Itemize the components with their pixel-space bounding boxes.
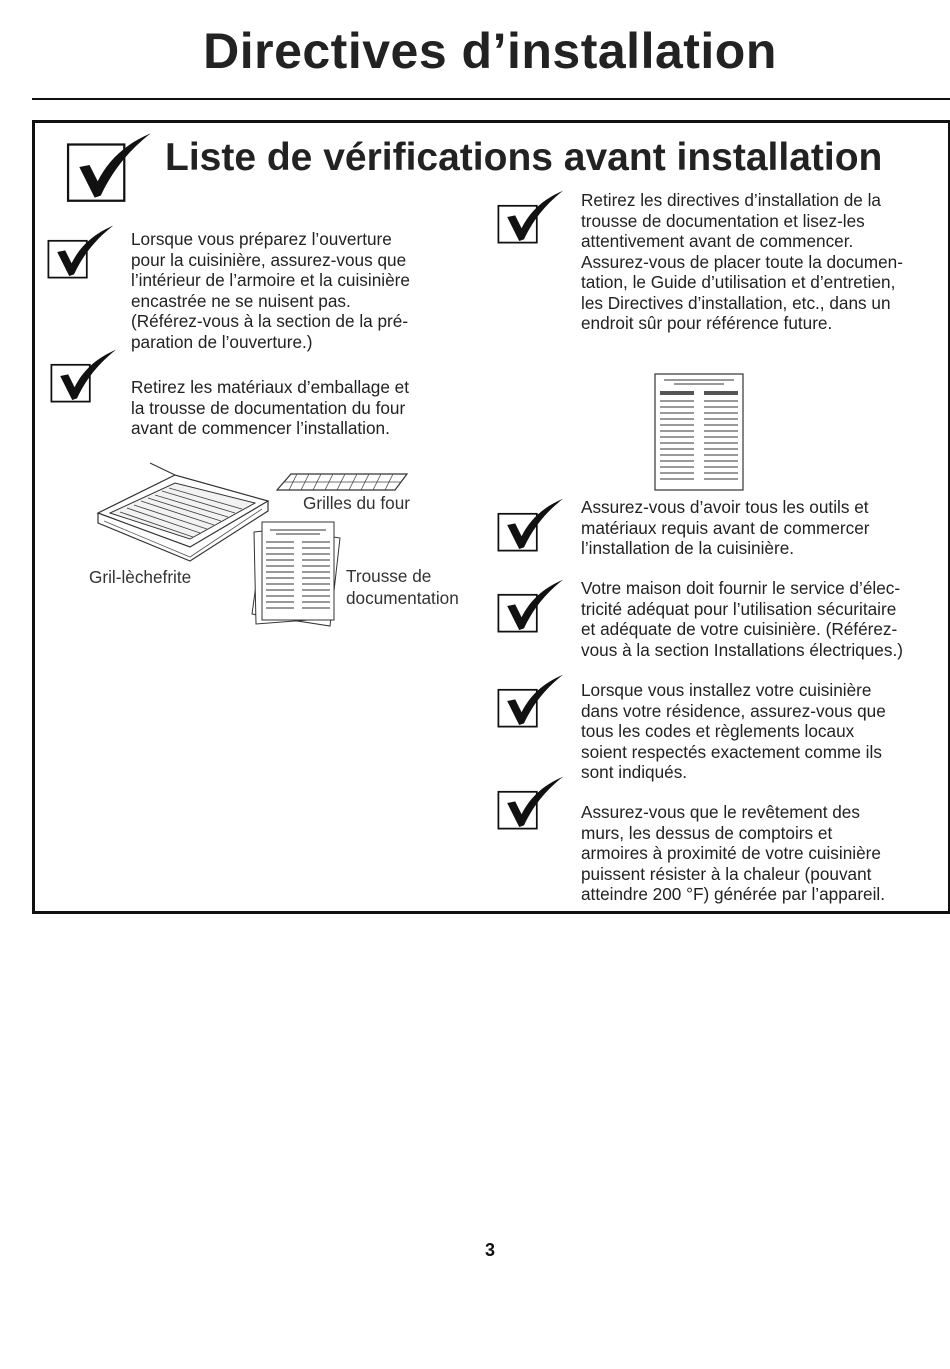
page-number: 3: [484, 1240, 495, 1260]
title-checkmark-icon: [65, 128, 157, 206]
checklist-item-left-1: Lorsque vous préparez l’ouverture pour la cuisinière, assurez-vous que l’intérieur de l’armoire et la cuisinière encastrée ne se nuisent pas. (Référez-vous à la section de la pré- paration de l’ouverture.): [131, 229, 410, 352]
checklist-item-right-5: Assurez-vous que le revêtement des murs, les dessus de comptoirs et armoires à proximité de votre cuisinière puissent résister à la chaleur (pouvant atteindre 200 °F) générée par l’appareil.: [581, 802, 886, 904]
checklist-item-right-1: Retirez les directives d’installation de la trousse de documentation et lisez-les attentivement avant de commencer. Assurez-vous de placer toute la documen- tation, le Guide d’utilisation et d’entretien, les Directives d’installation, etc., dans un endroit sûr pour référence future.: [581, 190, 903, 333]
documentation-kit-label: Trousse de documentation: [346, 566, 459, 608]
checkmark-icon: [49, 346, 121, 406]
checkmark-icon: [496, 576, 568, 636]
checkmark-icon: [496, 187, 568, 247]
checklist-item-right-4: Lorsque vous installez votre cuisinière dans votre résidence, assurez-vous que tous les codes et règlements locaux soient respectés exactement comme ils sont indiqués.: [581, 680, 886, 782]
page-title: Directives d’installation: [203, 23, 777, 79]
installation-guide-illustration: [654, 373, 744, 491]
broiler-pan-label: Gril-lèchefrite: [89, 567, 192, 587]
checklist-item-right-2: Assurez-vous d’avoir tous les outils et matériaux requis avant de commercer l’installation de la cuisinière.: [581, 497, 870, 558]
checkmark-icon: [46, 222, 118, 282]
checklist-item-right-3: Votre maison doit fournir le service d’élec- tricité adéquat pour l’utilisation sécuritaire et adéquate de votre cuisinière. (Référez- vous à la section Installations électriques.): [581, 578, 903, 660]
checkmark-icon: [496, 671, 568, 731]
checkmark-icon: [496, 495, 568, 555]
checklist-item-left-2: Retirez les matériaux d’emballage et la trousse de documentation du four avant de commencer l’installation.: [131, 377, 409, 438]
documentation-kit-illustration: [242, 518, 347, 630]
title-divider: [32, 98, 950, 100]
checkmark-icon: [496, 773, 568, 833]
section-title: Liste de vérifications avant installation: [165, 136, 883, 179]
racks-label: Grilles du four: [303, 493, 410, 513]
